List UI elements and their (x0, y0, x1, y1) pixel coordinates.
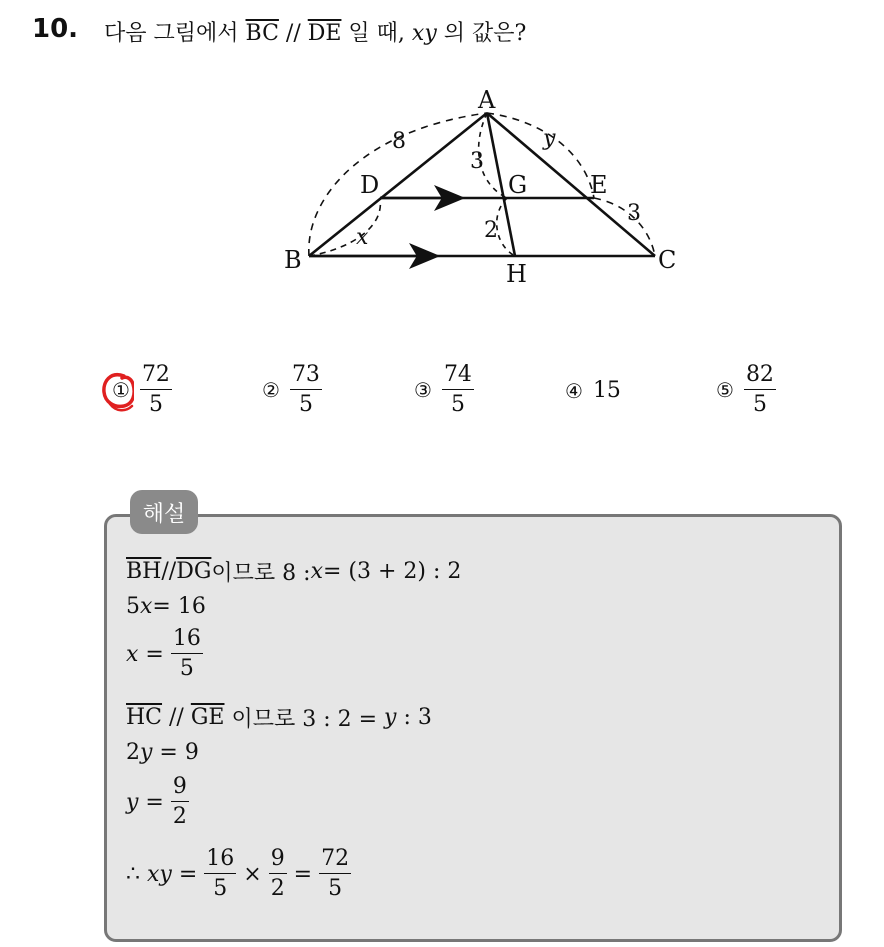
fraction (204, 848, 236, 900)
question-text-b: 일 때, (341, 21, 412, 46)
point-b: B (284, 246, 302, 274)
segment-ge: $\overline{GE}$ (190, 705, 225, 730)
fraction (319, 848, 351, 900)
fraction (171, 776, 189, 828)
math-text: = (138, 641, 171, 667)
choice-2-mark: ② (262, 378, 280, 402)
fraction (171, 628, 203, 680)
math-text: : 3 (396, 705, 432, 730)
choice-5[interactable] (716, 364, 776, 416)
label-ec: 3 (627, 201, 641, 226)
choice-3[interactable] (414, 364, 474, 416)
choice-1-value (140, 364, 172, 416)
math-text: y (126, 789, 139, 815)
label-gh: 2 (484, 218, 498, 243)
math-text: 72 (140, 364, 172, 390)
point-h: H (506, 260, 527, 288)
math-text: 5 (126, 594, 140, 619)
point-g: G (508, 171, 528, 199)
math-text: y (140, 740, 153, 765)
segment-dg: $\overline{DG}$ (176, 559, 212, 584)
math-text: 82 (744, 364, 776, 390)
math-text: 72 (319, 848, 351, 874)
choice-3-mark: ③ (414, 378, 432, 402)
solution-line-3 (126, 628, 203, 680)
choice-4-mark: ④ (565, 378, 583, 403)
segment-hc: $\overline{HC}$ (126, 705, 163, 730)
math-text: 5 (148, 392, 163, 417)
choice-3-value (442, 364, 474, 416)
math-text: 5 (179, 656, 194, 681)
math-text: 5 (450, 392, 465, 417)
choice-5-value (744, 364, 776, 416)
question-text-a: 다음 그림에서 (104, 21, 246, 46)
math-text: ∴ (126, 861, 147, 887)
parallel-symbol: // (278, 21, 308, 46)
math-text: 5 (213, 876, 228, 901)
math-text: x (126, 641, 139, 667)
math-text: 73 (290, 364, 322, 390)
segment-bc: $\overline{BC}$ (245, 21, 279, 46)
solution-line-7 (126, 848, 351, 900)
math-text: 16 (171, 628, 203, 654)
point-c: C (658, 246, 677, 274)
math-text: 5 (328, 876, 343, 901)
label-bd: x (356, 225, 369, 250)
math-text: × (236, 861, 269, 887)
math-text: xy (147, 861, 172, 887)
question-text-c: 의 값은? (436, 21, 527, 46)
label-ag: 3 (470, 149, 484, 174)
math-text: = 16 (152, 594, 206, 619)
solution-line-4 (126, 702, 432, 733)
solution-tab: 해설 (130, 490, 198, 534)
choice-2[interactable] (262, 364, 322, 416)
choice-5-mark: ⑤ (716, 378, 734, 402)
math-text: = (171, 861, 205, 887)
solution-line-2 (126, 594, 206, 619)
math-text: 5 (298, 392, 313, 417)
variable-x: x (310, 559, 323, 584)
label-ae: y (543, 126, 556, 151)
math-text: 2 (270, 876, 285, 901)
choice-4[interactable] (565, 378, 621, 403)
math-text: 74 (442, 364, 474, 390)
point-d: D (360, 171, 380, 199)
triangle-figure (0, 0, 884, 330)
choice-2-value (290, 364, 322, 416)
segment-de: $\overline{DE}$ (307, 21, 342, 46)
math-text: 5 (752, 392, 767, 417)
label-ab: 8 (392, 129, 406, 154)
fraction (269, 848, 287, 900)
math-text: 2 (172, 804, 187, 829)
point-e: E (590, 171, 608, 199)
math-text: = (138, 789, 171, 815)
segment-bh: $\overline{BH}$ (126, 559, 162, 584)
solution-line-6 (126, 776, 189, 828)
point-a: A (478, 86, 496, 114)
variable-xy: xy (411, 21, 437, 46)
choice-4-value: 15 (592, 378, 621, 403)
solution-text: = (3 + 2) : 2 (322, 559, 462, 584)
math-text: 9 (269, 848, 287, 874)
solution-text: 이므로 8 : (211, 561, 311, 586)
choice-1-mark: ① (112, 378, 130, 402)
math-text: // (162, 705, 191, 730)
question-number: 10. (32, 14, 79, 44)
math-text: = 9 (152, 740, 199, 765)
math-text: 이므로 3 : 2 = (224, 707, 385, 732)
solution-line-1 (126, 556, 461, 587)
math-text: 2 (126, 740, 140, 765)
math-text: 16 (204, 848, 236, 874)
parallel-symbol: // (161, 559, 177, 584)
math-text: y (384, 705, 397, 730)
math-text: = (286, 861, 320, 887)
solution-line-5 (126, 740, 199, 765)
math-text: 9 (171, 776, 189, 802)
choice-1[interactable] (112, 364, 172, 416)
math-text: x (140, 594, 153, 619)
